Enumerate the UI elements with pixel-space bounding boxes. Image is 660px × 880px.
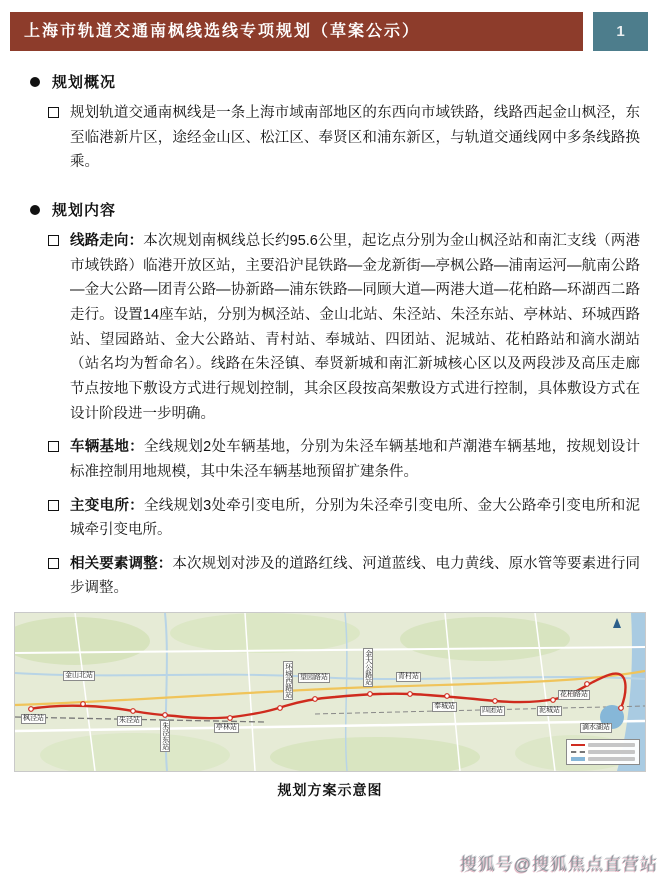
bullet-square-icon <box>48 235 59 246</box>
water-swatch-icon <box>571 757 585 761</box>
legend-text-placeholder <box>588 750 635 754</box>
map-station-label: 滴水湖站 <box>582 724 610 732</box>
planning-map <box>15 613 645 771</box>
legend-row-water <box>571 757 635 761</box>
content-item-route <box>48 229 640 426</box>
legend-row-railway <box>571 750 635 754</box>
railway-line-swatch-icon <box>571 751 585 753</box>
overview-paragraph: 规划轨道交通南枫线是一条上海市域南部地区的东西向市域铁路，线路西起金山枫泾，东至临港新片区，途经金山区、松江区、奉贤区和浦东新区，与轨道交通线网中多条线路换乘。 <box>70 105 640 171</box>
map-station-label: 青村站 <box>398 673 419 681</box>
bullet-square-icon <box>48 558 59 569</box>
watermark-text: 搜狐号@搜狐焦点直营站 <box>459 855 658 874</box>
section-overview-title: 规划概况 <box>52 74 117 92</box>
section-overview-header <box>30 71 640 92</box>
header <box>10 12 648 51</box>
page-number-badge: 1 <box>593 12 648 51</box>
map-station-label: 花柏路站 <box>560 691 588 699</box>
overview-item <box>48 101 640 175</box>
adjustment-label: 相关要素调整： <box>70 555 173 572</box>
route-label: 线路走向： <box>70 233 144 250</box>
legend-row-route <box>571 743 635 747</box>
map-station-label: 望园路站 <box>300 674 328 682</box>
route-paragraph <box>70 229 640 426</box>
bullet-circle-icon <box>30 77 40 87</box>
map-legend <box>566 739 640 765</box>
legend-text-placeholder <box>588 757 635 761</box>
content-item-adjustment <box>48 552 640 601</box>
map-station-label: 泥城站 <box>539 707 560 715</box>
map-station-label: 环城西路站 <box>284 663 292 699</box>
bullet-square-icon <box>48 441 59 452</box>
substation-label: 主变电所： <box>70 497 144 514</box>
content-item-substation <box>48 494 640 543</box>
depot-text: 全线规划2处车辆基地，分别为朱泾车辆基地和芦潮港车辆基地，按规划设计标准控制用地规模，其中朱泾车辆基地预留扩建条件。 <box>70 439 641 480</box>
bullet-square-icon <box>48 500 59 511</box>
map-station-label: 奉城站 <box>434 703 455 711</box>
map-station-label: 金大公路站 <box>364 650 372 686</box>
north-arrow-icon <box>613 618 621 628</box>
substation-text: 全线规划3处牵引变电所，分别为朱泾牵引变电所、金大公路牵引变电所和泥城牵引变电所。 <box>70 497 641 539</box>
map-graphic <box>15 613 645 771</box>
map-station-label: 枫泾站 <box>23 715 44 723</box>
depot-label: 车辆基地： <box>70 439 144 456</box>
section-content-title: 规划内容 <box>52 202 117 220</box>
map-station-label: 亭林站 <box>216 724 237 732</box>
depot-paragraph <box>70 435 640 484</box>
content-item-depot <box>48 435 640 484</box>
document-title: 上海市轨道交通南枫线选线专项规划（草案公示） <box>10 12 583 51</box>
map-station-label: 金山北站 <box>65 672 93 680</box>
substation-paragraph <box>70 494 640 543</box>
legend-text-placeholder <box>588 743 635 747</box>
adjustment-text: 本次规划对涉及的道路红线、河道蓝线、电力黄线、原水管等要素进行同步调整。 <box>70 555 641 597</box>
map-station-label: 朱泾站 <box>119 717 140 725</box>
route-text: 本次规划南枫线总长约95.6公里，起讫点分别为金山枫泾站和南汇支线（两港市域铁路）临港开放区站，主要沿沪昆铁路—金龙新街—亭枫公路—浦南运河—航南公路—金大公路—团青公路—协新路—浦东铁路—同顾大道—两港大道—花柏路—环湖西二路走行。设置14座车站，分别为枫泾站、金山北站、朱泾站、朱泾东站、亭林站、环城西路站、望园路站、金大公路站、青村站、奉城站、四团站、泥城站、花柏路站和滴水湖站（站名均为暂命名）。线路在朱泾镇、奉贤新城和南汇新城核心区以及两段涉及高压走廊节点按地下敷设方式进行规划控制，其余区段按高架敷设方式进行控制，具体敷设方式在设计阶段进一步明确。 <box>70 233 641 422</box>
adjustment-paragraph <box>70 552 640 601</box>
bullet-circle-icon <box>30 205 40 215</box>
section-content-header <box>30 199 640 220</box>
map-station-label: 朱泾东站 <box>161 722 169 751</box>
bullet-square-icon <box>48 107 59 118</box>
map-station-label: 四团站 <box>482 707 503 715</box>
map-caption: 规划方案示意图 <box>277 782 383 799</box>
route-line-swatch-icon <box>571 744 585 746</box>
